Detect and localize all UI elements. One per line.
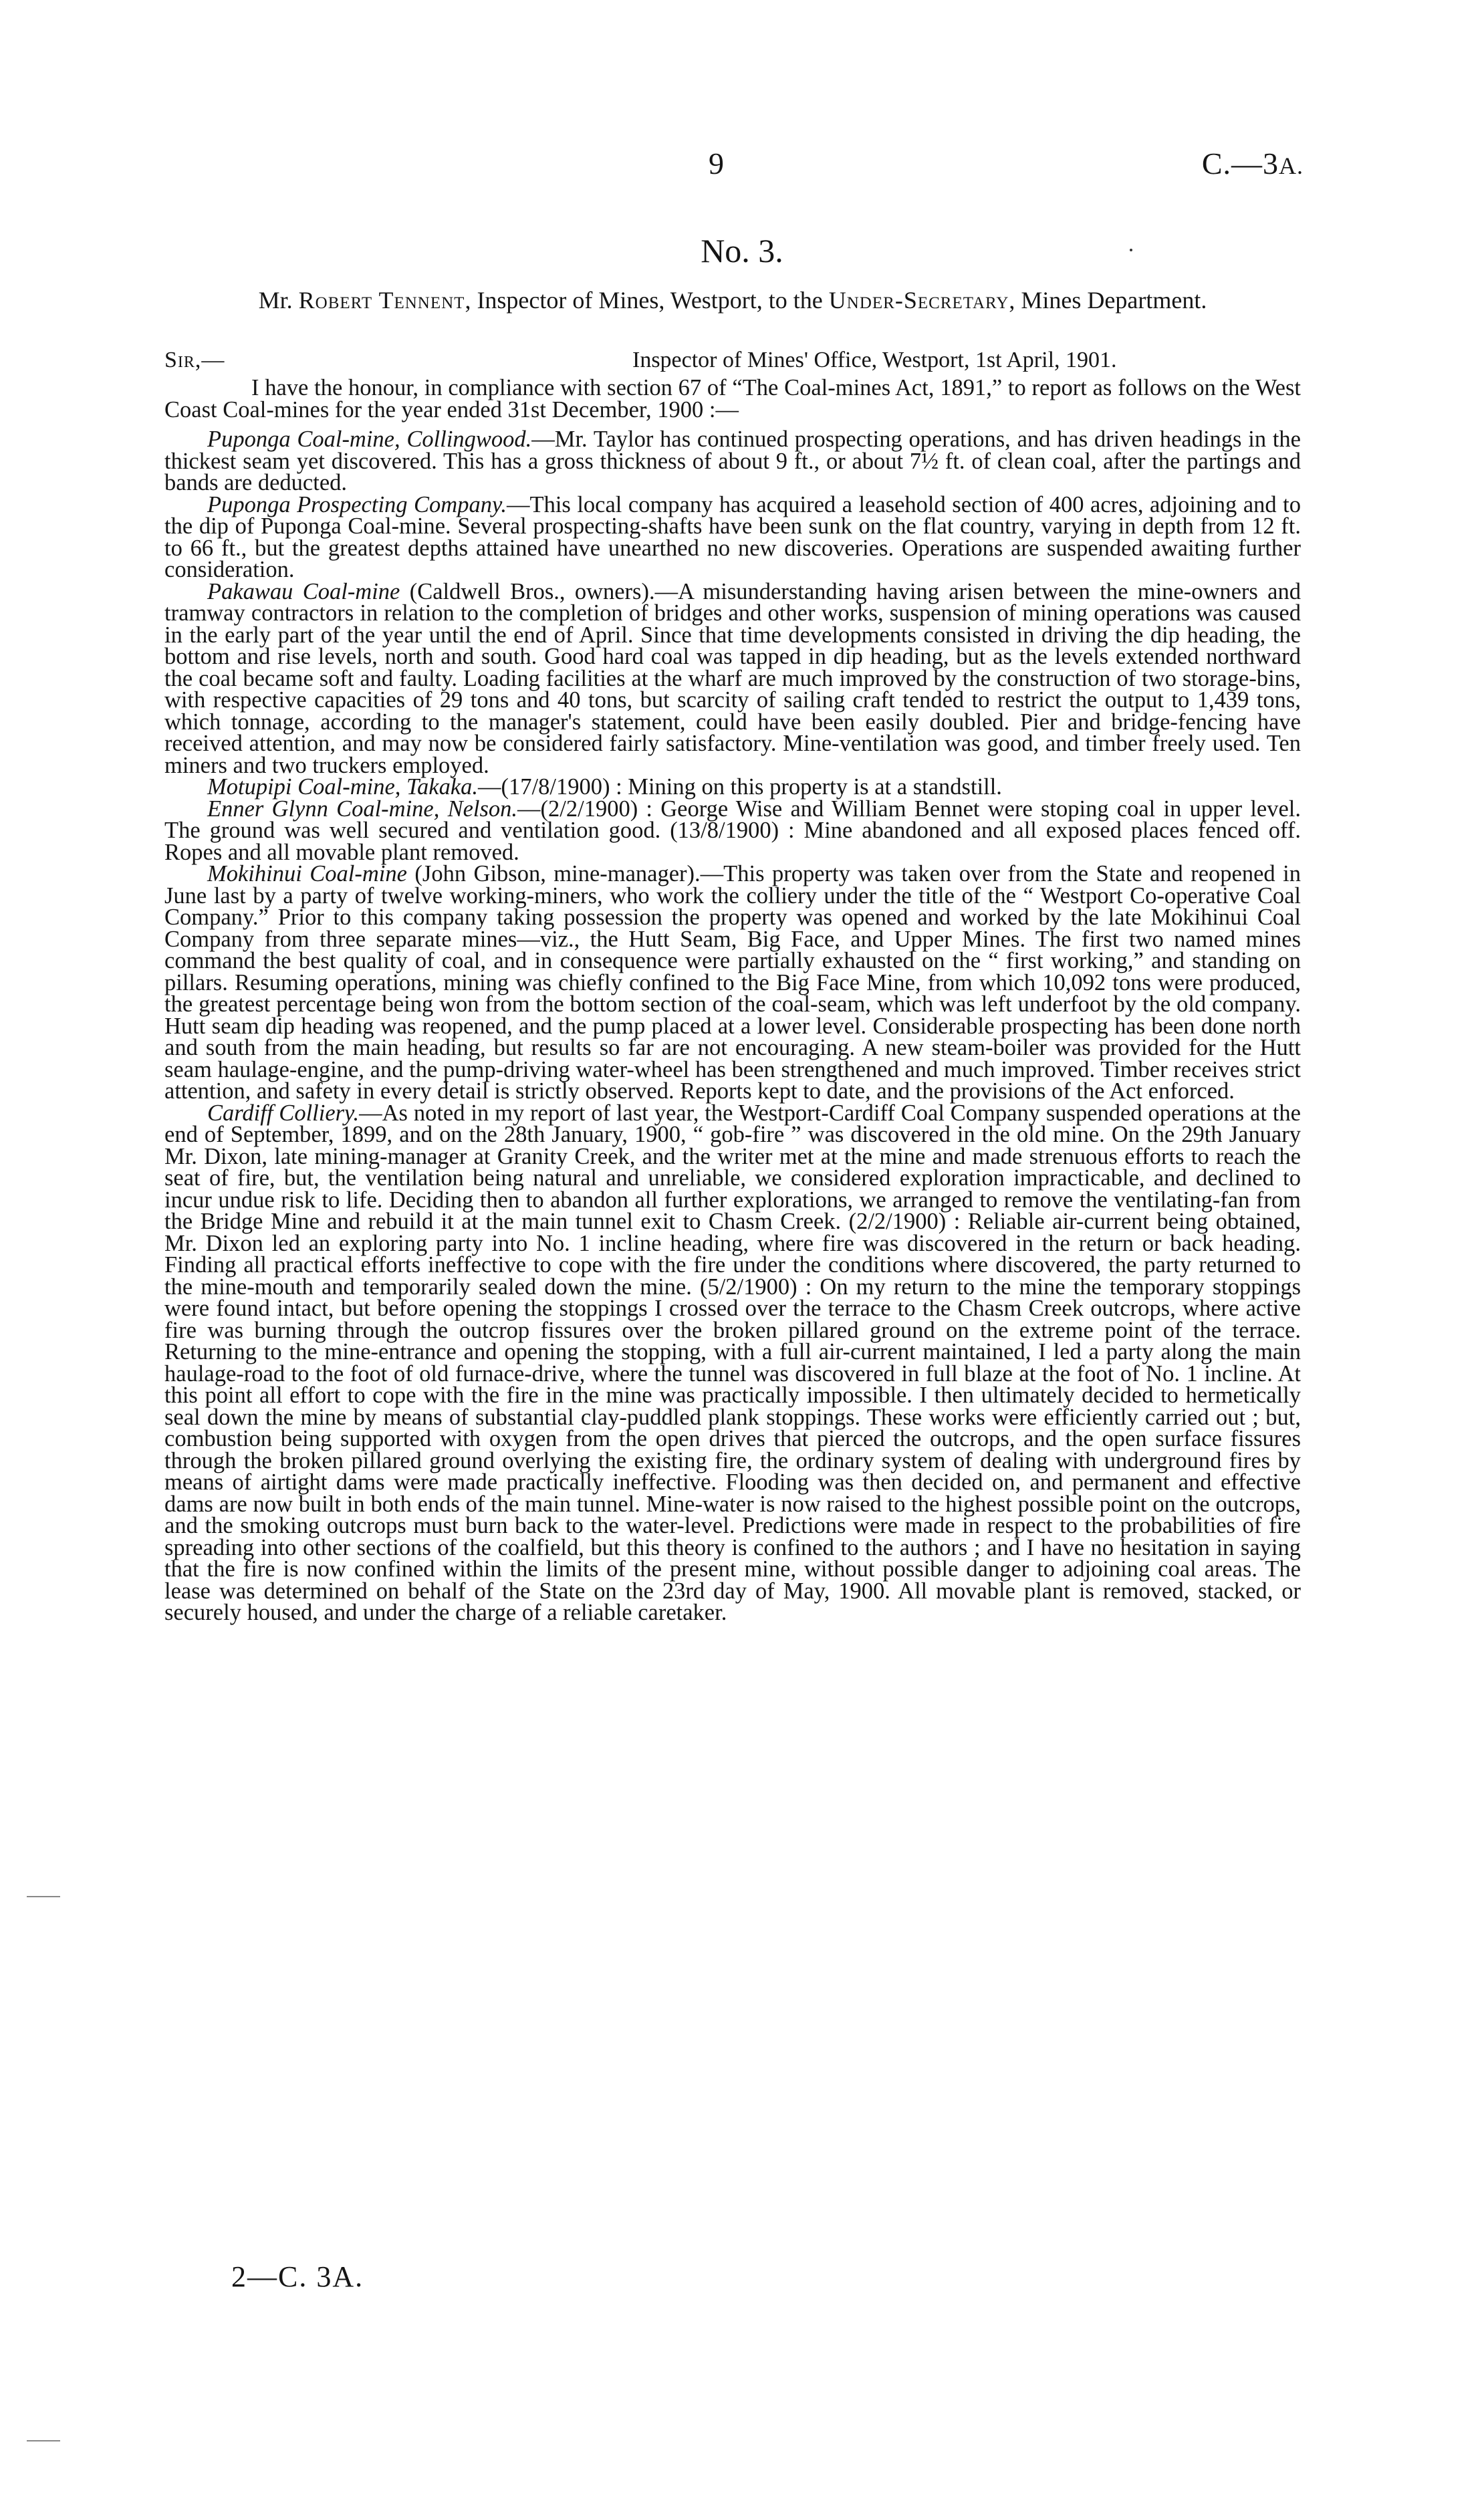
paragraph-heading: Pakawau Coal-mine	[207, 578, 400, 604]
paragraph-cardiff	[164, 1102, 1301, 1624]
paragraph-mokihinui	[164, 863, 1301, 1102]
signature-mark: 2—C. 3A.	[231, 2260, 364, 2293]
paragraph-heading: Puponga Prospecting Company.	[207, 491, 507, 517]
paragraph-text: (John Gibson, mine-manager).—This property was taken over from the State and reopened in June last by a party of twelve working-miners, who work the colliery under the title of the “ Westport Co-operative Coal Company.” Prior to this company taking possession the property was opened and worked by the late Mokihinui Coal Company from three separate mines—viz., the Hutt Seam, Big Face, and Upper Mines. The first two named mines command the best quality of coal, and in consequence were partially exhausted on the “ first working,” and standing on pillars. Resuming operations, mining was chiefly confined to the Big Face Mine, from which 10,092 tons were produced, the greatest percentage being won from the bottom section of the coal-seam, which was left underfoot by the old company. Hutt seam dip heading was reopened, and the pump placed at a lower level. Considerable prospecting has been done north and south from the main heading, but results so far are not encouraging. A new steam-boiler was provided for the Hutt seam haulage-engine, and the pump-driving water-wheel has been strengthened and much improved. Timber receives strict attention, and safety in every detail is strictly observed. Reports kept to date, and the provisions of the Act enforced.	[164, 861, 1301, 1104]
heading-middle: , Inspector of Mines, Westport, to the	[465, 287, 829, 314]
paragraph-heading: Motupipi Coal-mine, Takaka.	[207, 774, 479, 800]
paragraph-enner-glynn	[164, 798, 1301, 864]
paragraph-heading: Mokihinui Coal-mine	[207, 861, 407, 886]
paragraph-puponga-prospecting	[164, 491, 1301, 582]
paragraph-text: —(17/8/1900) : Mining on this property is at a standstill.	[478, 774, 1002, 800]
letter-heading	[171, 285, 1294, 316]
intro-paragraph: I have the honour, in compliance with section 67 of “The Coal-mines Act, 1891,” to report as follows on the West Coast Coal-mines for the year ended 31st December, 1900 :—	[164, 375, 1301, 423]
sender-name: Robert Tennent	[298, 287, 465, 314]
paragraph-heading: Puponga Coal-mine, Collingwood.	[207, 427, 532, 452]
paragraph-puponga-mine	[164, 429, 1301, 494]
margin-mark	[27, 2440, 60, 2441]
salutation: Sir,—	[164, 348, 225, 372]
document-title: No. 3.	[701, 232, 783, 269]
paragraph-motupipi	[164, 776, 1301, 798]
paragraph-heading: Enner Glynn Coal-mine, Nelson.	[207, 796, 518, 822]
doc-ref-main: C.—3	[1201, 146, 1279, 181]
margin-mark	[27, 1896, 60, 1897]
paragraph-text: (Caldwell Bros., owners).—A misunderstanding having arisen between the mine-owners and tramway contractors in relation to the completion of bridges and other works, suspension of mining operations was caused in the early part of the year until the end of April. Since that time developments consisted in driving the dip heading, the bottom and rise levels, north and south. Good hard coal was tapped in dip heading, but as the levels extended northward the coal became soft and faulty. Loading facilities at the wharf are much improved by the construction of two storage-bins, with respective capacities of 29 tons and 40 tons, but scarcity of sailing craft tended to restrict the output to 1,439 tons, which tonnage, according to the manager's statement, could have been easily doubled. Pier and bridge-fencing have received attention, and may now be considered fairly satisfactory. Mine-ventilation was good, and timber freely used. Ten miners and two truckers employed.	[164, 578, 1301, 778]
paragraph-text: —This local company has acquired a leasehold section of 400 acres, adjoining and to the dip of Puponga Coal-mine. Several prospecting-shafts have been sunk on the flat country, varying in depth from 12 ft. to 66 ft., but the greatest depths attained have unearthed no new discoveries. Operations are suspended awaiting further consideration.	[164, 491, 1301, 582]
paragraph-pakawau	[164, 578, 1301, 778]
paragraph-text: —(2/2/1900) : George Wise and William Bennet were stoping coal in upper level. The ground was well secured and ventilation good. (13/8/1900) : Mine abandoned and all exposed places fenced off. Ropes and all movable plant removed.	[164, 796, 1302, 865]
page-number: 9	[709, 146, 724, 181]
heading-lead: Mr.	[258, 287, 299, 314]
recipient-title: Under-Secretary	[828, 287, 1009, 314]
paragraph-text: —Mr. Taylor has continued prospecting operations, and has driven headings in the thickest seam yet discovered. This has a gross thickness of about 9 ft., or about 7½ ft. of clean coal, after the partings and bands are deducted.	[164, 427, 1301, 495]
paragraph-text: —As noted in my report of last year, the Westport-Cardiff Coal Company suspended operations at the end of September, 1899, and on the 28th January, 1900, “ gob-fire ” was discovered in the old mine. On the 29th January Mr. Dixon, late mining-manager at Granity Creek, and the writer met at the mine and made strenuous efforts to reach the seat of fire, but, the ventilation being natural and unreliable, we considered exploration impracticable, and declined to incur undue risk to life. Deciding then to abandon all further explorations, we arranged to remove the ventilating-fan from the Bridge Mine and rebuild it at the main tunnel exit to Chasm Creek. (2/2/1900) : Reliable air-current being obtained, Mr. Dixon led an exploring party into No. 1 incline heading, where fire was discovered in the return or back heading. Finding all practical efforts ineffective to cope with the fire under the conditions where discovered, the party returned to the mine-mouth and temporarily sealed down the mine. (5/2/1900) : On my return to the mine the temporary stoppings were found intact, but before opening the stoppings I crossed over the terrace to the Chasm Creek outcrops, where active fire was burning through the outcrop fissures over the broken pillared ground on the extreme point of the terrace. Returning to the mine-entrance and opening the stopping, with a full air-current maintained, I led a party along the main haulage-road to the foot of old furnace-drive, where the tunnel was discovered in full blaze at the foot of No. 1 incline. At this point all effort to cope with the fire in the mine was practically impossible. I then ultimately decided to hermetically seal down the mine by means of substantial clay-puddled plank stoppings. These works were efficiently carried out ; but, combustion being supported with oxygen from the open drives that pierced the outcrops, and the open surface fissures through the broken pillared ground overlying the existing fire, the ordinary system of dealing with underground fires by means of airtight dams were made practically ineffective. Flooding was then decided on, and permanent and effective dams are now built in both ends of the main tunnel. Mine-water is now raised to the highest possible point on the outcrops, and the smoking outcrops must burn back to the water-level. Predictions were made in respect to the probabilities of fire spreading into other sections of the coalfield, but this theory is confined to the authors ; and I have no hesitation in saying that the fire is now confined within the limits of the present mine, without possible danger to adjoining coal areas. The lease was determined on behalf of the State on the 23rd day of May, 1900. All movable plant is removed, stacked, or securely housed, and under the charge of a reliable caretaker.	[164, 1100, 1301, 1625]
heading-tail: , Mines Department.	[1009, 287, 1207, 314]
sender-address-date: Inspector of Mines' Office, Westport, 1st April, 1901.	[632, 348, 1117, 372]
paragraph-heading: Cardiff Colliery.	[207, 1100, 360, 1126]
doc-ref-suffix: A.	[1279, 152, 1304, 179]
letter-body	[164, 377, 1301, 1624]
document-reference	[1202, 146, 1304, 181]
